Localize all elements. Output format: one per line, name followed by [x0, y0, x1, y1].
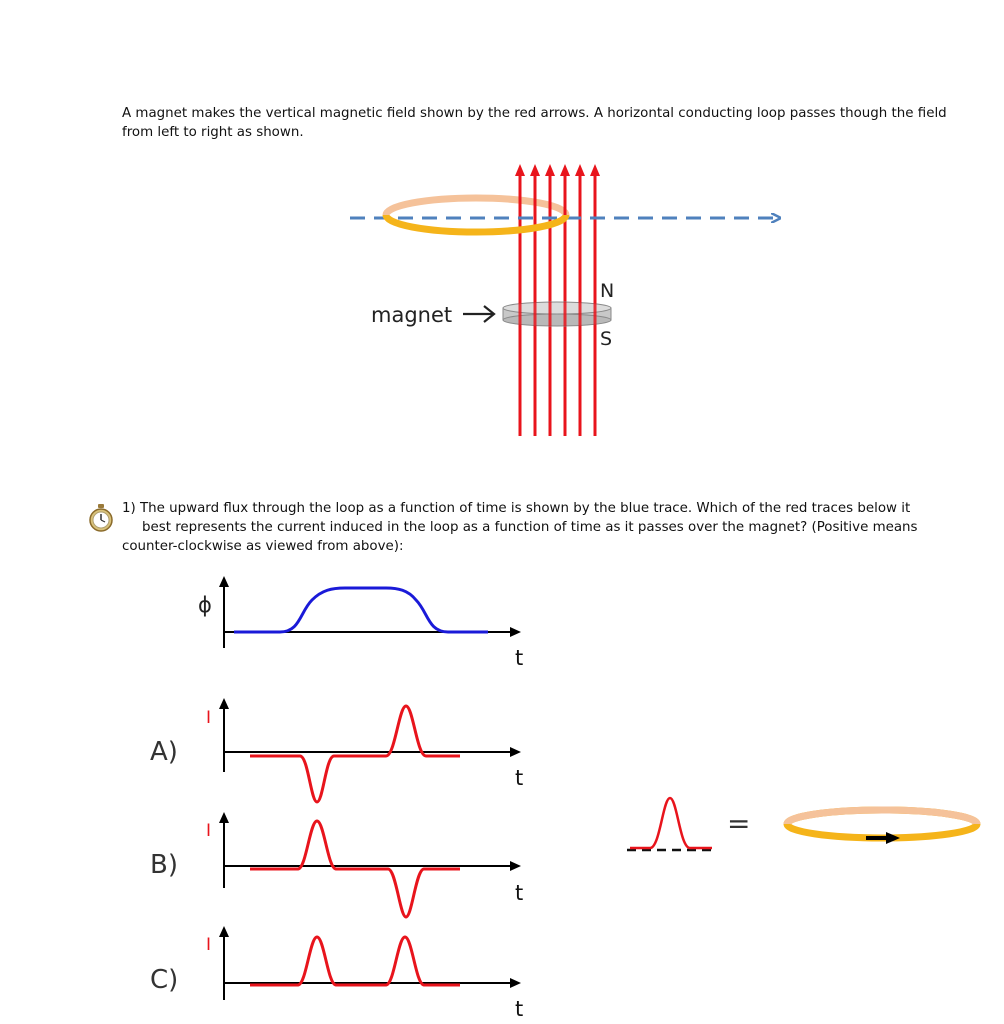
- option-a-axes: [219, 698, 521, 772]
- legend: [627, 798, 977, 850]
- option-b-axes: [219, 812, 521, 888]
- flux-graph: [198, 576, 523, 670]
- option-c-axes: [219, 926, 521, 1000]
- magnet-label: magnet: [371, 303, 453, 327]
- legend-direction-arrow: [866, 832, 900, 844]
- question-line-1: 1) The upward flux through the loop as a function of time is shown by the blue trace. Which of the red traces below it: [122, 501, 911, 516]
- flux-y-label: ϕ: [198, 593, 212, 617]
- option-a-x-label: t: [515, 766, 524, 790]
- option-c-y-label: I: [206, 935, 212, 955]
- option-a-trace: [250, 706, 460, 802]
- loop-back-half: [386, 198, 566, 215]
- option-b-label: B): [150, 850, 178, 880]
- magnet-label-arrow: [463, 306, 494, 322]
- option-c-x-label: t: [515, 997, 524, 1021]
- option-a-graph: [150, 698, 523, 802]
- option-c-trace: [250, 937, 460, 985]
- south-pole-label: S: [600, 328, 613, 350]
- flux-x-label: t: [515, 646, 524, 670]
- question-line-3: counter-clockwise as viewed from above):: [122, 539, 404, 554]
- option-a-label: A): [150, 737, 178, 767]
- option-b-y-label: I: [206, 821, 212, 841]
- intro-text: A magnet makes the vertical magnetic field shown by the red arrows. A horizontal conducting loop passes though the field from left to right as shown.: [122, 106, 947, 140]
- question-text: [122, 499, 982, 556]
- question-line-2: best represents the current induced in the loop as a function of time as it passes over the magnet? (Positive means: [142, 520, 918, 535]
- option-a-y-label: I: [206, 708, 212, 728]
- flux-trace: [234, 588, 488, 632]
- stopwatch-icon: [88, 503, 114, 533]
- option-b-graph: [150, 812, 523, 917]
- legend-equals: =: [727, 807, 751, 840]
- option-c-label: C): [150, 965, 179, 995]
- legend-pulse: [630, 798, 712, 848]
- option-c-graph: [150, 926, 523, 1021]
- north-pole-label: N: [600, 280, 615, 302]
- option-b-x-label: t: [515, 881, 524, 905]
- option-b-trace: [250, 821, 460, 917]
- magnet-diagram: [350, 164, 776, 436]
